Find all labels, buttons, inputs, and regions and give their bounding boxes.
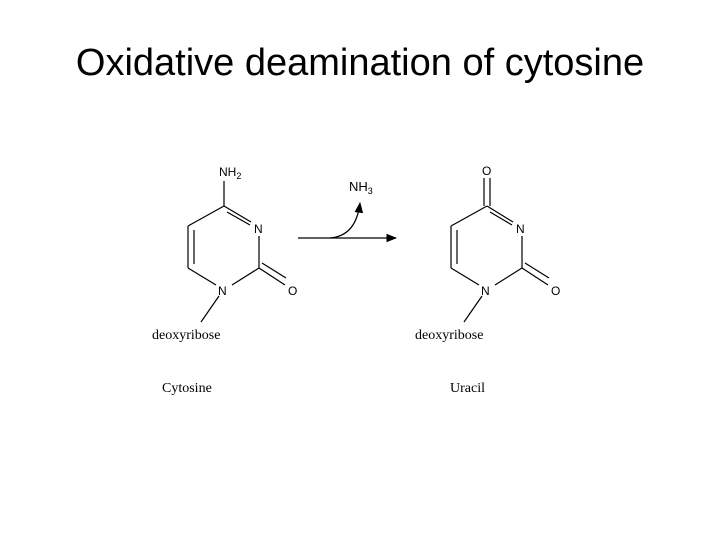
c4-c5-bond: [188, 206, 224, 226]
uracil-name: Uracil: [450, 381, 485, 396]
ammonia-label: $NH_3$: [349, 179, 373, 196]
n1-c2-bond: [232, 268, 259, 285]
ammonia-release-arrow: [330, 203, 360, 238]
c4-n3-bond: [487, 206, 513, 222]
uracil-o-label: O: [551, 284, 561, 298]
cytosine-n3-label: N: [254, 222, 263, 236]
c2-o-double-bond: [525, 263, 549, 278]
c4-c5-bond: [451, 206, 487, 226]
uracil-structure: [451, 178, 549, 322]
n1-c2-bond: [495, 268, 522, 285]
n1-sugar-bond: [464, 296, 482, 322]
n1-sugar-bond: [201, 296, 219, 322]
cytosine-sugar-label: deoxyribose: [152, 328, 221, 343]
cytosine-o-label: O: [288, 284, 298, 298]
cytosine-name: Cytosine: [162, 381, 212, 396]
c6-n1-bond: [451, 268, 479, 285]
c6-n1-bond: [188, 268, 216, 285]
uracil-sugar-label: deoxyribose: [415, 328, 484, 343]
uracil-n3-label: N: [516, 222, 525, 236]
cytosine-structure: [188, 181, 286, 322]
c2-o-bond: [522, 268, 548, 285]
uracil-top-o-label: O: [482, 164, 492, 178]
cytosine-n1-label: N: [218, 284, 227, 298]
c2-o-bond: [259, 268, 285, 285]
slide-title: Oxidative deamination of cytosine: [75, 42, 645, 84]
c2-o-double-bond: [262, 263, 286, 278]
uracil-n1-label: N: [481, 284, 490, 298]
c4-n3-bond: [224, 206, 251, 222]
cytosine-nh2-label: $NH_2$: [219, 165, 242, 181]
